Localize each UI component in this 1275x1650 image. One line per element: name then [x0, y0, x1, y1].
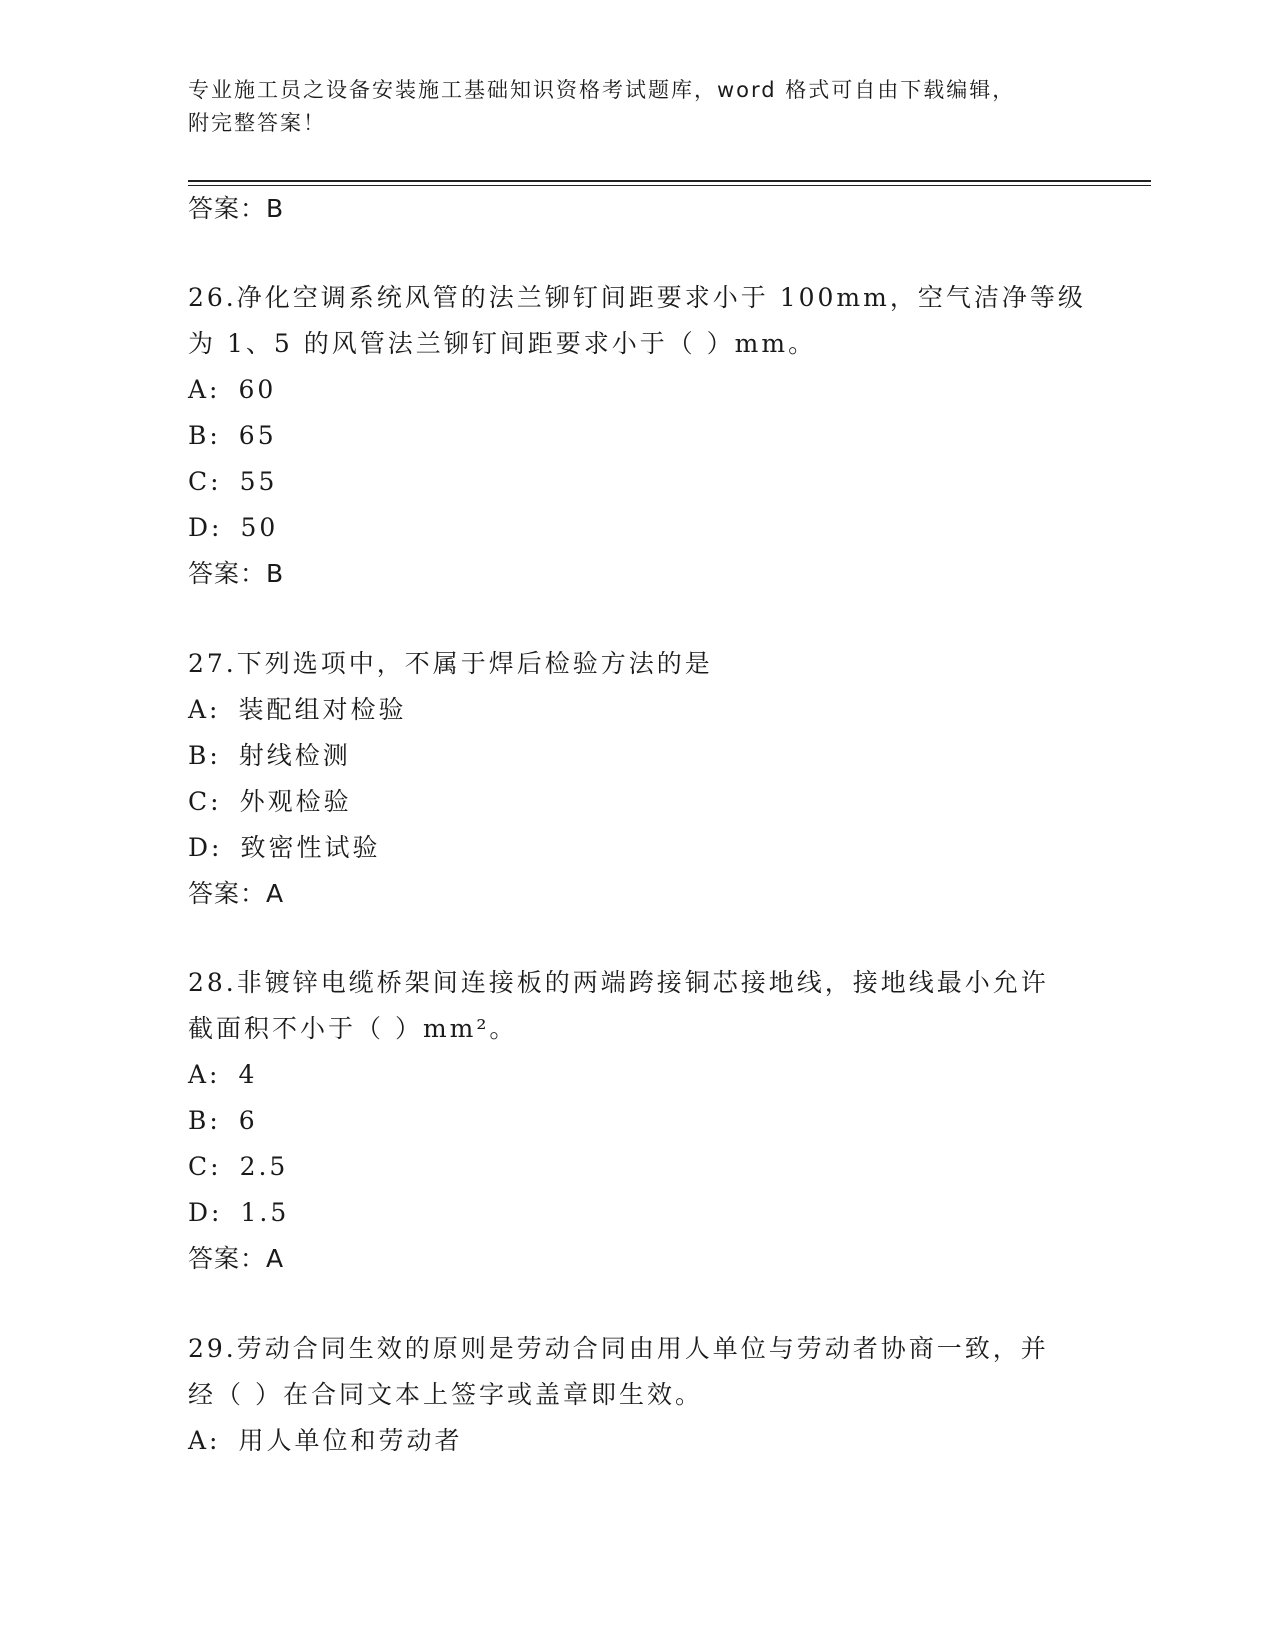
option-b: B: 6 — [188, 1106, 258, 1135]
option-a: A: 用人单位和劳动者 — [188, 1426, 463, 1455]
question-text: 29.劳动合同生效的原则是劳动合同由用人单位与劳动者协商一致，并 — [188, 1334, 1049, 1363]
header-line-2: 附完整答案！ — [188, 111, 326, 135]
question-29 — [188, 1326, 1088, 1464]
option-d: D: 1.5 — [188, 1198, 290, 1227]
question-text: 经（ ）在合同文本上签字或盖章即生效。 — [188, 1380, 703, 1409]
answer-25: 答案：B — [188, 194, 285, 223]
question-26 — [188, 275, 1088, 597]
header-divider — [188, 180, 1151, 182]
option-a: A: 60 — [188, 375, 277, 404]
question-text: 截面积不小于（ ）mm²。 — [188, 1014, 518, 1043]
option-c: C: 外观检验 — [188, 787, 352, 816]
option-b: B: 65 — [188, 421, 277, 450]
option-c: C: 55 — [188, 467, 278, 496]
answer-27: 答案：A — [188, 879, 285, 908]
question-text: 26.净化空调系统风管的法兰铆钉间距要求小于 100mm，空气洁净等级 — [188, 283, 1086, 312]
question-text: 为 1、5 的风管法兰铆钉间距要求小于（ ）mm。 — [188, 329, 817, 358]
option-a: A: 装配组对检验 — [188, 695, 407, 724]
question-27 — [188, 641, 1088, 917]
question-28 — [188, 960, 1088, 1282]
option-a: A: 4 — [188, 1060, 258, 1089]
answer-26: 答案：B — [188, 559, 285, 588]
answer-28: 答案：A — [188, 1244, 285, 1273]
question-text: 27.下列选项中，不属于焊后检验方法的是 — [188, 649, 713, 678]
document-header — [188, 74, 1088, 140]
option-c: C: 2.5 — [188, 1152, 289, 1181]
option-d: D: 50 — [188, 513, 279, 542]
option-b: B: 射线检测 — [188, 741, 351, 770]
header-line-1: 专业施工员之设备安装施工基础知识资格考试题库，word 格式可自由下载编辑， — [188, 78, 1016, 102]
question-text: 28.非镀锌电缆桥架间连接板的两端跨接铜芯接地线，接地线最小允许 — [188, 968, 1049, 997]
option-d: D: 致密性试验 — [188, 833, 381, 862]
